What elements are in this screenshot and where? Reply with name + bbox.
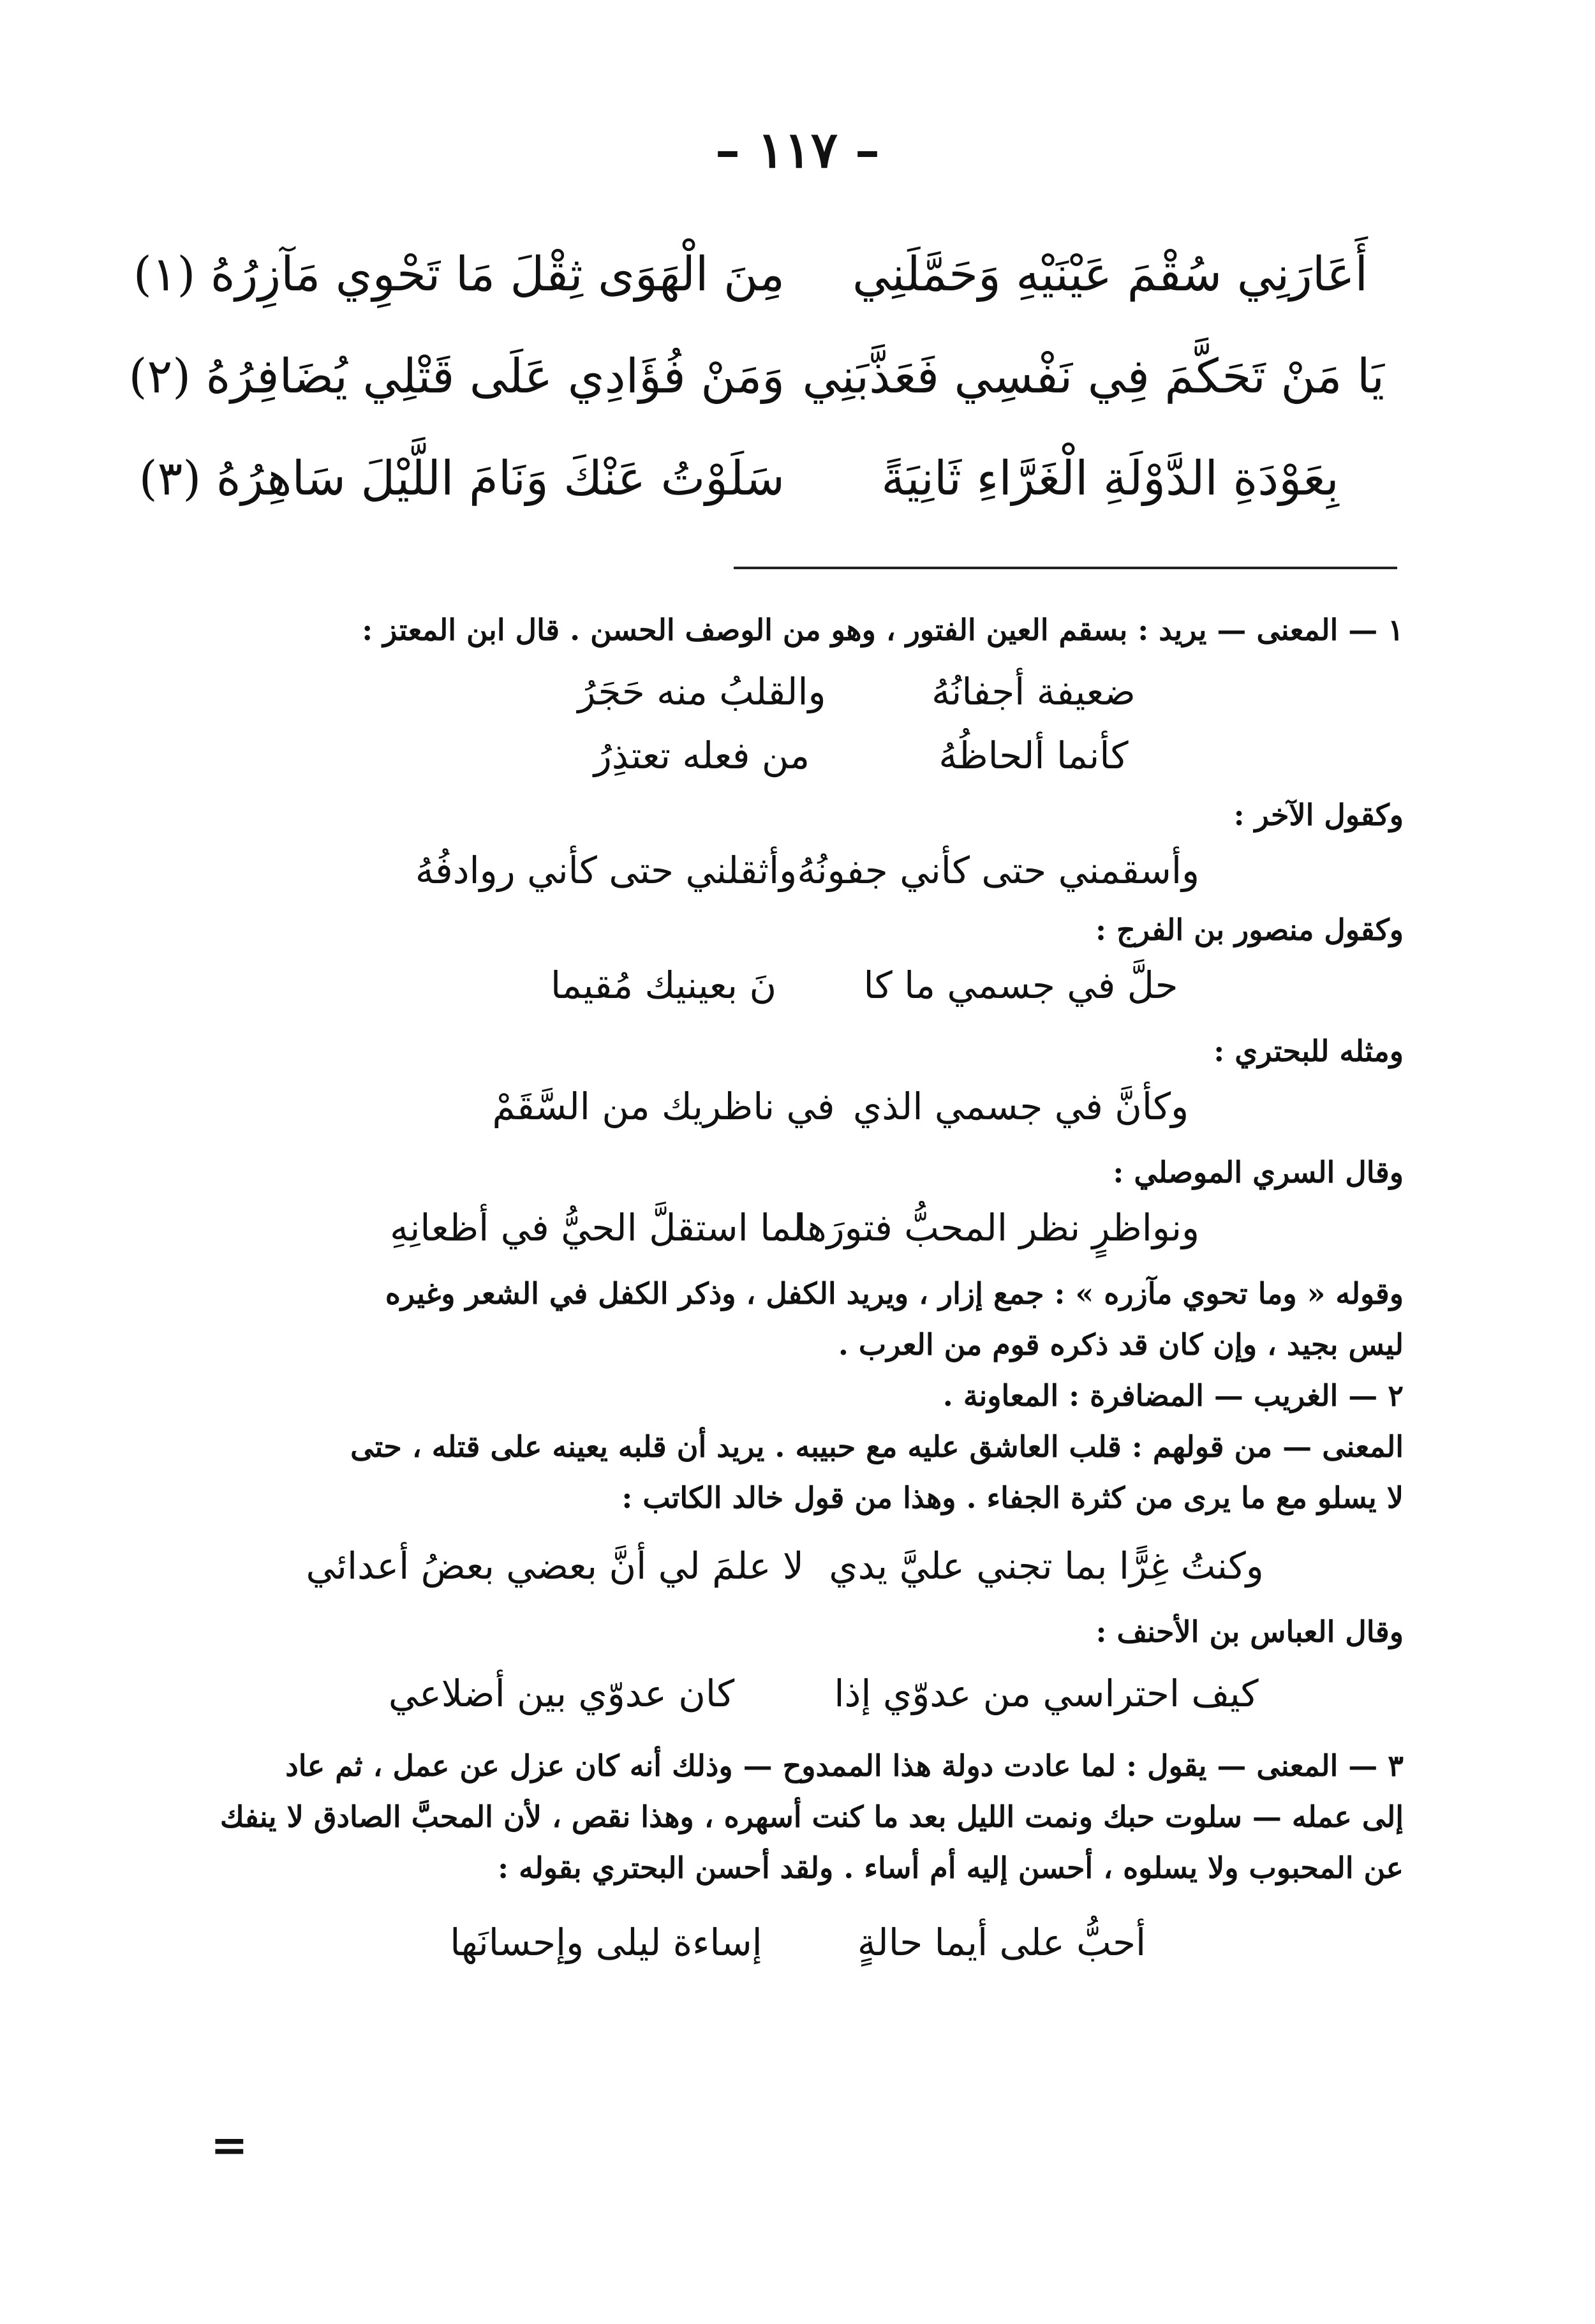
hemistich: حلَّ في جسمي ما كا (863, 964, 1178, 1007)
verse-3-first-hemistich: بِعَوْدَةِ الدَّوْلَةِ الْغَرَّاءِ ثَانِيَةً (881, 451, 1339, 506)
verse-1-second-hemistich: مِنَ الْهَوَى ثِقْلَ مَا تَحْوِي مَآزِرُهُ (١) (133, 247, 785, 302)
quoted-verse (536, 670, 1199, 713)
hemistich: كان عدوّي بين أضلاعي (388, 1672, 735, 1715)
note-1-sari: وقال السري الموصلي : (1113, 1155, 1404, 1189)
note-2-meaning-line-1: المعنى — من قولهم : قلب العاشق عليه مع حبيبه . يريد أن قلبه يعينه على قتله ، حتى (350, 1429, 1404, 1464)
quoted-verse (408, 849, 1199, 892)
verse-2 (128, 325, 1384, 428)
hemistich: كيف احتراسي من عدوّي إذا (834, 1672, 1259, 1715)
hemistich: ونواظرٍ نظر المحبُّ فتورَها (796, 1206, 1199, 1249)
quoted-verse (319, 1672, 1289, 1715)
hemistich: نَ بعينيك مُقيما (550, 964, 777, 1007)
verse-3-second-hemistich: سَلَوْتُ عَنْكَ وَنَامَ اللَّيْلَ سَاهِرُهُ (٣) (138, 451, 785, 506)
note-1-intro: ١ — المعنى — يريد : بسقم العين الفتور ، وهو من الوصف الحسن . قال ابن المعتز : (362, 613, 1404, 647)
verse-1 (133, 223, 1384, 325)
hemistich: لا علمَ لي أنَّ بعضي بعضُ أعدائي (306, 1544, 804, 1588)
quoted-verse (408, 1921, 1199, 1964)
continuation-mark: = (211, 2119, 248, 2171)
note-2-abbas: وقال العباس بن الأحنف : (1095, 1614, 1404, 1649)
hemistich: لما استقلَّ الحيُّ في أظعانِهِ (390, 1206, 804, 1249)
hemistich: من فعله تعتذِرُ (593, 734, 810, 777)
note-1-tail-line-2: ليس بجيد ، وإن كان قد ذكره قوم من العرب . (838, 1327, 1404, 1362)
hemistich: وكنتُ غِرًّا بما تجني عليَّ يدي (829, 1544, 1264, 1588)
note-3-line-2: إلى عمله — سلوت حبك ونمت الليل بعد ما كنت أسهره ، وهذا نقص ، لأن المحبَّ الصادق لا ينفك (219, 1799, 1404, 1834)
note-2-gharib: ٢ — الغريب — المضافرة : المعاونة . (942, 1378, 1404, 1413)
quoted-verse (390, 1206, 1199, 1249)
hemistich: في ناظريك من السَّقَمْ (492, 1085, 835, 1128)
note-1-buhturi: ومثله للبحتري : (1213, 1034, 1404, 1068)
quoted-verse (485, 964, 1199, 1007)
verse-2-first-hemistich: يَا مَنْ تَحَكَّمَ فِي نَفْسِي فَعَذَّبَنِي (802, 349, 1384, 404)
note-1-tail-line-1: وقوله « وما تحوي مآزره » : جمع إزار ، ويريد الكفل ، وذكر الكفل في الشعر وغيره (385, 1276, 1404, 1311)
note-3-line-3: عن المحبوب ولا يسلوه ، أحسن إليه أم أساء . ولقد أحسن البحتري بقوله : (498, 1851, 1404, 1885)
hemistich: ضعيفة أجفانُهُ (931, 670, 1136, 713)
hemistich: أحبُّ على أيما حالةٍ (857, 1921, 1146, 1964)
quoted-verse (536, 734, 1199, 777)
note-1-mansur: وكقول منصور بن الفرج : (1095, 912, 1404, 947)
quoted-verse (306, 1544, 1289, 1588)
footnote-divider (734, 567, 1397, 569)
verse-2-second-hemistich: وَمَنْ فُؤَادِي عَلَى قَتْلِي يُضَافِرُهُ (٢) (128, 349, 785, 404)
verse-3 (138, 428, 1384, 530)
note-3-line-1: ٣ — المعنى — يقول : لما عادت دولة هذا الممدوح — وذلك أنه كان عزل عن عمل ، ثم عاد (285, 1748, 1404, 1783)
hemistich: وأثقلني حتى كأني روادفُهُ (415, 849, 798, 892)
page-number: – ١١٧ – (715, 121, 880, 179)
hemistich: والقلبُ منه حَجَرُ (577, 670, 826, 713)
note-2-meaning-line-2: لا يسلو مع ما يرى من كثرة الجفاء . وهذا من قول خالد الكاتب : (621, 1480, 1404, 1515)
hemistich: وكأنَّ في جسمي الذي (852, 1085, 1189, 1128)
hemistich: كأنما ألحاظُهُ (938, 734, 1129, 777)
quoted-verse (485, 1085, 1199, 1128)
note-1-other: وكقول الآخر : (1233, 798, 1404, 832)
verse-1-first-hemistich: أَعَارَنِي سُقْمَ عَيْنَيْهِ وَحَمَّلَنِي (852, 247, 1369, 302)
hemistich: إساءة ليلى وإحسانَها (450, 1921, 762, 1964)
hemistich: وأسقمني حتى كأني جفونُهُ (797, 849, 1199, 892)
